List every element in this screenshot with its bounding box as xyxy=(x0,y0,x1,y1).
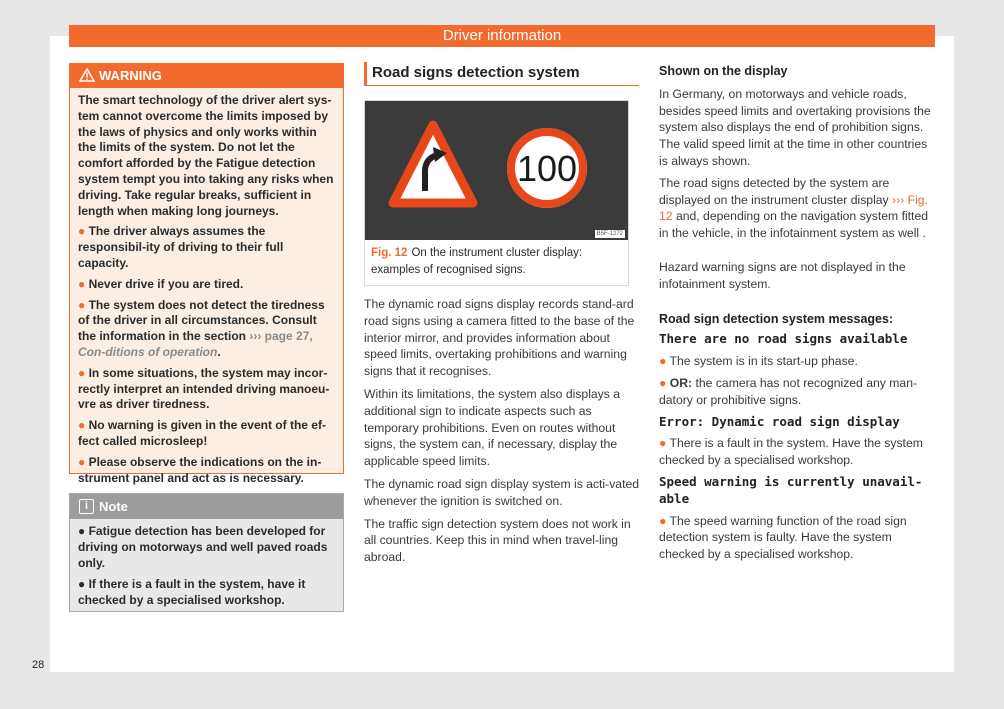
middle-body-text xyxy=(364,296,642,572)
page-number: 28 xyxy=(32,659,45,671)
warning-box xyxy=(69,63,344,485)
warning-bullet: ● Never drive if you are tired. xyxy=(78,276,244,291)
figure-caption: Fig. 12 On the instrument cluster display: examples of recognised signs. xyxy=(371,247,583,276)
paragraph: The dynamic road sign display system is acti-vated whenever the ignition is switched on. xyxy=(364,476,640,508)
road-signs-illustration xyxy=(365,101,628,240)
message-title: There are no road signs available xyxy=(659,331,908,347)
paragraph: In Germany, on motorways and vehicle roads, besides speed limits and overtaking provisions the system also displays the end of prohibition signs. The valid speed limit at the time in other countries is always shown. xyxy=(659,86,931,168)
paragraph: The road signs detected by the system are displayed on the instrument cluster display ››› Fig. 12 and, depending on the navigation system fitted in the vehicle, in the infotainment system as well . xyxy=(659,175,929,241)
note-header xyxy=(70,494,343,519)
right-column xyxy=(659,63,939,568)
figure-reference-link[interactable]: ››› Fig. 12 xyxy=(659,192,928,224)
speed-limit-value: 100 xyxy=(516,148,578,189)
note-body xyxy=(70,519,343,609)
message-bullet: ● OR: the camera has not recognized any man-datory or prohibitive signs. xyxy=(659,375,918,407)
figure-12 xyxy=(364,100,629,286)
note-title: Note xyxy=(99,499,128,514)
warning-body xyxy=(70,88,343,486)
warning-bullet: ● In some situations, the system may incor-rectly interpret an intended driving manoeu-vre as driver tiredness. xyxy=(78,365,330,412)
figure-image xyxy=(365,101,628,240)
paragraph: The traffic sign detection system does not work in all countries. Keep this in mind when travel-ling abroad. xyxy=(364,516,631,565)
warning-bullet: ● The system does not detect the tiredness of the driver in all circumstances. Consult the information in the section ››› page 27, Con-ditions of operation. xyxy=(78,297,325,359)
chapter-header: Driver information xyxy=(69,25,935,47)
page-reference-link[interactable]: ››› page 27, Con-ditions of operation xyxy=(78,329,313,359)
warning-bullet: ● No warning is given in the event of the ef-fect called microsleep! xyxy=(78,418,326,448)
message-title: Speed warning is currently unavail-able xyxy=(659,473,923,506)
message-title: Error: Dynamic road sign display xyxy=(659,413,900,429)
note-item: ● If there is a fault in the system, have it checked by a specialised workshop. xyxy=(78,577,306,608)
figure-code: B5F-1272 xyxy=(596,231,623,237)
warning-triangle-icon xyxy=(79,68,95,82)
info-icon: i xyxy=(79,499,94,514)
note-item: ● Fatigue detection has been developed for driving on motorways and well paved roads only. xyxy=(78,524,328,570)
curve-warning-sign-icon xyxy=(393,125,473,203)
speed-limit-sign-icon xyxy=(507,128,587,208)
warning-title: WARNING xyxy=(99,68,162,83)
message-bullet: ● The speed warning function of the road sign detection system is faulty. Have the system checked by a specialised workshop. xyxy=(659,513,907,562)
paragraph: Within its limitations, the system also displays a additional sign to indicate aspects such as temporary prohibitions. Even on routes without signs, the system can, if necessary, display the applicable speed limits. xyxy=(364,386,621,469)
note-box xyxy=(69,493,344,612)
messages-heading: Road sign detection system messages: xyxy=(659,311,894,326)
display-heading: Shown on the display xyxy=(659,64,788,78)
warning-intro: The smart technology of the driver alert sys-tem cannot overcome the limits imposed by the laws of physics and only works within the limits of the system. Do not let the comfort afforded by the Fatigue detection system tempt you into taking any risks when driving. Take regular breaks, sufficient in length when making long journeys. xyxy=(78,93,334,218)
paragraph: The dynamic road signs display records stand-ard road signs using a camera fitted to the base of the interior mirror, and provides information about speed limits, overtaking prohibitions and warning signs that it recognises. xyxy=(364,297,635,379)
warning-header xyxy=(70,64,343,88)
message-bullet: ● The system is in its start-up phase. xyxy=(659,354,858,369)
warning-bullet: ● The driver always assumes the responsibil-ity of driving to their full capacity. xyxy=(78,224,284,270)
warning-bullet: ● Please observe the indications on the in-strument panel and act as is necessary. xyxy=(78,454,322,485)
section-title: Road signs detection system xyxy=(364,62,639,86)
figure-label: Fig. 12 xyxy=(371,247,408,259)
message-bullet: ● There is a fault in the system. Have the system checked by a specialised workshop. xyxy=(659,436,923,468)
paragraph: Hazard warning signs are not displayed in the infotainment system. xyxy=(659,259,906,291)
